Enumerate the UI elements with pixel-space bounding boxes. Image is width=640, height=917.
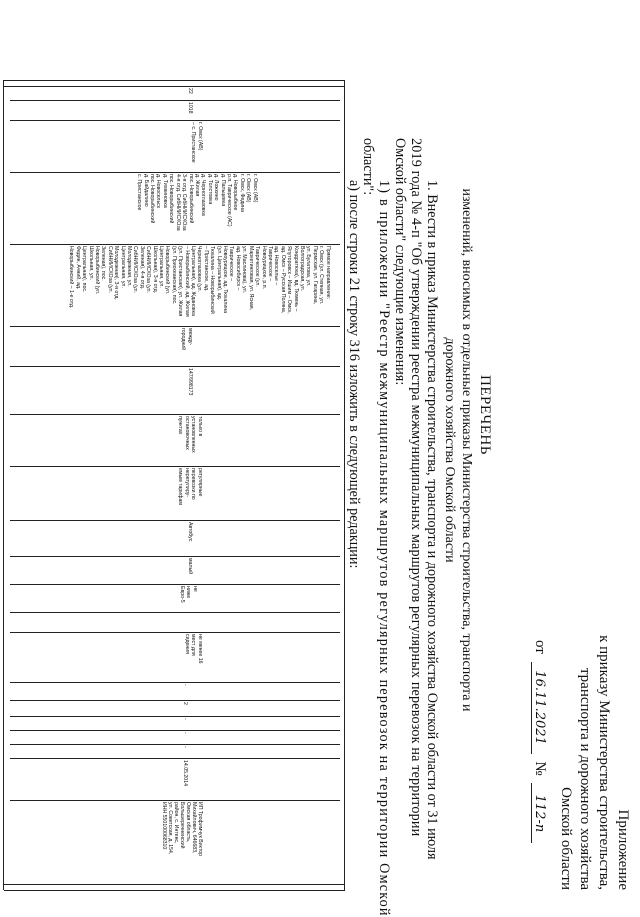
paragraph-2-line-2: области": — [360, 138, 376, 196]
paragraph-2-line-1: 1) в приложении "Реестр межмуниципальных маршрутов регулярных перевозок на территории Омской — [376, 180, 392, 917]
appendix-line-2: к приказу Министерства строительства, — [596, 635, 612, 890]
date-prefix: от — [532, 640, 548, 654]
cell-date: 14.05.2014 — [181, 760, 188, 786]
table-bottom-border — [3, 80, 4, 890]
paragraph-1-line-3: Омской области" следующие изменения: — [392, 138, 408, 386]
date-handwritten: 16.11.2021 — [531, 662, 547, 754]
paragraph-3: а) после строки 21 строку 316 изложить в следующей редакции: — [346, 180, 362, 569]
appendix-line-4: Омской области — [558, 787, 574, 890]
cell-dash-4: - — [181, 746, 188, 748]
col-divider-15 — [10, 700, 340, 701]
cell-dash-2: - — [181, 718, 188, 720]
document-title: ПЕРЕЧЕНЬ — [477, 375, 493, 455]
cell-reg-number: 147/998173 — [186, 368, 193, 396]
subtitle-line-1: изменений, вносимых в отдельные приказы Министерства строительства, транспорта и — [459, 188, 474, 712]
cell-streets: Прямое направление: г. Омск (ул. Степная, ул. Пермская, ул. Гагарина, ул. Булатова, ул. Волгоградская, ул. Кондратюка), вд. Тюмень – Ялуторовск – Ишим – Омск, ад. Омск – Русская Поляна, ад. Новоселье – Таврическое – Новоурицкое, р.п. Таврическое (ул. Маркетинговая, ул. Ясная, ул. Маслинова), ул. ад. Новосибирск – Таврическое – Новоурицкое, ад. Тюкалина (ул. Центральная), ад. Тюкалина – Новорыбинский – Пристанское, ад. Черноглазовка (ул. Центральная), ад. Ждановка – Новорыбинский, ад. Жилая (ул. Пристанская), ул. Жилая (ул. Приокеанская), пос. Новорыбинский (ул. Центральная, ул. Школьная), 3-я отд. СибНИИСХОза (ул. Зеленая), 4-я отд. СибНИИСХОза (ул. Молодежная, ул. Центральная, ул. Молодежная), 3-я отд. СибНИИСХОза (ул. Зеленая), пос. Новорыбинский (ул. Школьная, ул. Центральная), пос. Федин, Ачний, ад. Новорыбинский – 1-е отд. — [68, 246, 331, 317]
cell-vehicle-class: малый — [186, 558, 193, 575]
table-right-margin-line — [4, 884, 345, 885]
table-left-margin-line — [4, 86, 345, 87]
table-left-border — [4, 80, 345, 81]
col-divider-12 — [10, 612, 340, 613]
cell-ecology: не ниже Евро-5 — [178, 586, 198, 603]
col-divider-1 — [10, 100, 340, 101]
col-divider-19 — [10, 758, 340, 759]
table-right-border — [4, 890, 345, 891]
paragraph-1-line-2: 2019 года № 4-п "Об утверждении реестра межмуниципальных маршрутов регулярных перевозок на территории — [408, 138, 424, 837]
cell-stops: г. Омск (АВ) г. Омск (АВ) г. Омск, Федина д. Новорыбное р.п. Таврическое (АС) д. Пальцевка д. Ложкино д. Толстовка д. Черноглазовка д. Жилая пос. Новорыбинский 3-я отд. СибНИИСХОза 4-я отд. СибНИИСХОза пос. Новорыбинский д. Тихвиновка д. Новосельск пос. Новорыбинский д. Байдалино с. Пристанское — [136, 174, 258, 231]
subtitle-line-2: дорожного хозяйства Омской области — [442, 337, 457, 563]
appendix-line-1: Приложение — [615, 809, 631, 890]
appendix-block — [556, 630, 632, 890]
document-subtitle — [441, 130, 475, 770]
appendix-line-3: транспорта и дорожного хозяйства — [577, 667, 593, 890]
table-top-border — [344, 80, 345, 890]
paragraph-1-line-1: 1. Внести в приказ Министерства строительства, транспорта и дорожного хозяйства Омской области от 31 июля — [424, 180, 440, 860]
col-divider-6 — [10, 366, 340, 367]
cell-carrier: ИП Трофимчук Виктор Михайлович, 646683, Омская область, Большеречненский район, с. Интенс, ул. Советская, д. 154, ИНН 550100068310 — [161, 802, 203, 857]
cell-capacity: не менее 16 мест для сидения — [183, 634, 203, 664]
col-divider-18 — [10, 744, 340, 745]
cell-dash-3: - — [181, 732, 188, 734]
col-divider-14 — [10, 682, 340, 683]
cell-tariff: регулярные перевозки по нерегулиру- емым тарифам — [177, 468, 203, 505]
cell-dash-1: - — [181, 684, 188, 686]
col-divider-17 — [10, 730, 340, 731]
appendix-date-line — [531, 640, 548, 843]
cell-route-number: 1018 — [186, 102, 193, 114]
cell-row-number: 22 — [186, 88, 193, 94]
cell-stop-order: только в установленных остановочных пунктах — [177, 416, 203, 453]
number-prefix: № — [532, 761, 548, 776]
number-handwritten: 112-п — [531, 783, 547, 843]
col-divider-16 — [10, 716, 340, 717]
cell-route-name: г. Омск (АВ) – с. Пристанское — [190, 122, 203, 163]
col-divider-11 — [10, 584, 340, 585]
col-divider-13 — [10, 632, 340, 633]
col-divider-9 — [10, 520, 340, 521]
cell-length: между- городний — [180, 328, 193, 351]
col-divider-10 — [10, 556, 340, 557]
cell-vehicle-type: Автобус — [186, 522, 193, 542]
cell-count: 2 — [181, 702, 188, 705]
